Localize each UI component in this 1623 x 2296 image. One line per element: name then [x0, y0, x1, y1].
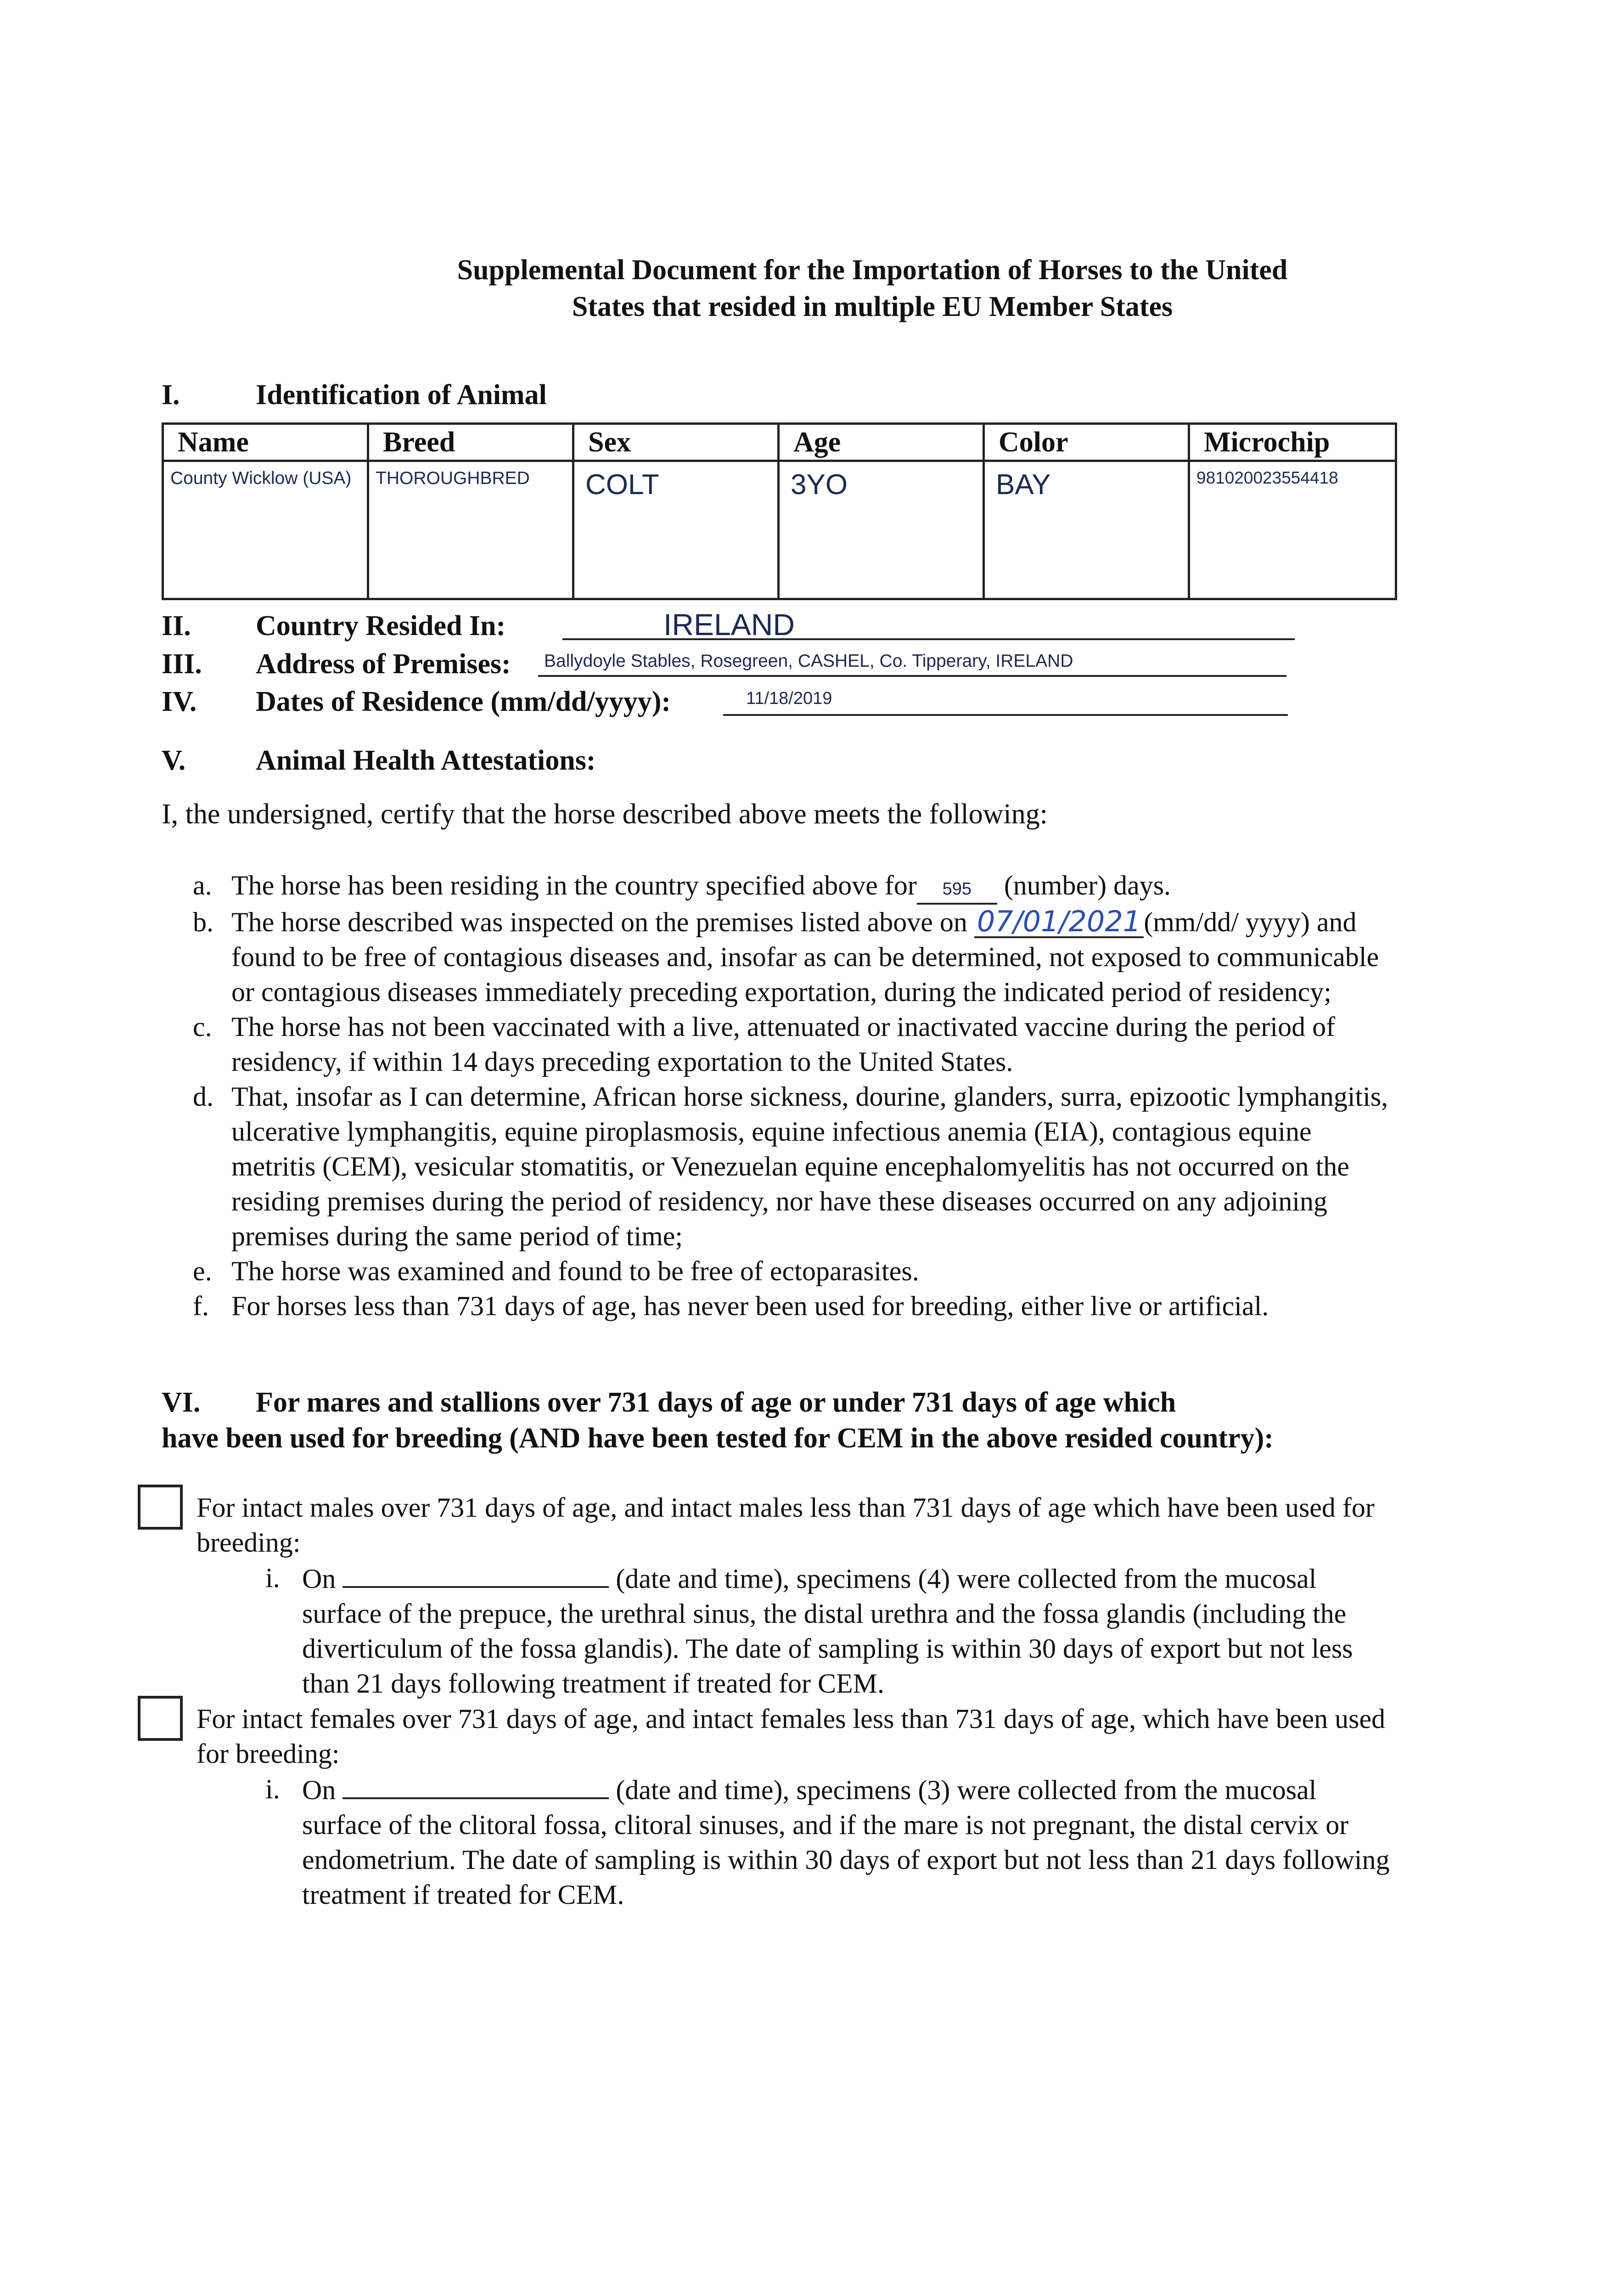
attestation-letter: f.: [193, 1291, 209, 1321]
attestation-e-text: The horse was examined and found to be free of ectoparasites.: [231, 1256, 919, 1286]
males-description: For intact males over 731 days of age, and intact males less than 731 days of age which have been used for breeding:: [197, 1492, 1375, 1558]
table-header-row: [163, 424, 1396, 461]
attestation-letter: d.: [193, 1081, 213, 1112]
attestation-d-text: That, insofar as I can determine, African horse sickness, dourine, glanders, surra, epizootic lymphangitis, ulcerative lymphangitis, equine piroplasmosis, equine infectious anemia (EIA), contagious equine metritis (CEM), vesicular stomatitis, or Venezuelan equine encephalomyelitis has not occurred on the residing premises during the period of residency, nor have these diseases occurred on any adjoining premises during the same period of time;: [231, 1081, 1388, 1251]
list-item: [193, 1079, 1396, 1254]
attestation-b-pre: The horse described was inspected on the premises listed above on: [231, 907, 967, 937]
header-breed: Breed: [368, 424, 573, 461]
females-date-time-field[interactable]: [343, 1772, 609, 1799]
section-label: Identification of Animal: [256, 379, 547, 411]
attestation-letter: a.: [193, 870, 212, 900]
males-sub-pre: On: [302, 1564, 336, 1594]
males-sub-post: (date and time), specimens (4) were collected from the mucosal surface of the prepuce, the urethral sinus, the distal urethra and the fossa glandis (including the diverticulum of the fossa glandis). The date of sampling is within 30 days of export but not less than 21 days following treatment if treated for CEM.: [302, 1564, 1353, 1699]
females-sub-pre: On: [302, 1775, 336, 1805]
country-value: IRELAND: [663, 608, 795, 642]
cell-age-value: 3YO: [791, 469, 848, 501]
section-number: I.: [162, 379, 180, 411]
section-label: Animal Health Attestations:: [256, 745, 596, 776]
attestation-letter: c.: [193, 1012, 212, 1042]
section-6-line-1: For mares and stallions over 731 days of age or under 731 days of age which: [256, 1387, 1176, 1418]
certification-intro: I, the undersigned, certify that the horse described above meets the following:: [162, 799, 1048, 830]
identification-table: [162, 422, 1397, 600]
attestation-b-post: (mm/dd/ yyyy) and found to be free of contagious diseases and, insofar as can be determined, not exposed to communicable or contagious diseases immediately preceding exportation, during the indicated period of residency;: [231, 907, 1379, 1007]
cell-breed[interactable]: [368, 461, 573, 599]
sub-item-number: i.: [265, 1563, 280, 1593]
title-line-2: States that resided in multiple EU Member States: [572, 291, 1173, 322]
cell-age[interactable]: [779, 461, 984, 599]
cell-name[interactable]: [163, 461, 368, 599]
section-number: IV.: [162, 686, 197, 717]
dates-value: 11/18/2019: [746, 689, 832, 708]
document-title: [275, 252, 1469, 325]
header-color: Color: [984, 424, 1189, 461]
males-date-time-field[interactable]: [343, 1560, 609, 1588]
days-field[interactable]: 595: [917, 875, 997, 905]
section-number: V.: [162, 745, 186, 776]
header-sex: Sex: [573, 424, 779, 461]
females-sub-item: [265, 1772, 1395, 1912]
title-line-1: Supplemental Document for the Importation of Horses to the United: [457, 254, 1288, 286]
section-label: Country Resided In:: [256, 610, 506, 642]
list-item: [193, 1254, 1396, 1289]
attestation-a-pre: The horse has been residing in the country specified above for: [231, 870, 917, 900]
cell-name-value: County Wicklow (USA): [170, 468, 352, 488]
section-6-heading: [162, 1384, 1401, 1456]
females-checkbox[interactable]: [138, 1696, 183, 1741]
cell-color-value: BAY: [996, 469, 1051, 501]
attestation-letter: b.: [193, 907, 213, 937]
list-item: [193, 905, 1396, 1009]
attestation-c-text: The horse has not been vaccinated with a live, attenuated or inactivated vaccine during the period of residency, if within 14 days preceding exportation to the United States.: [231, 1012, 1336, 1077]
cell-sex[interactable]: [573, 461, 779, 599]
attestation-a-post: (number) days.: [1004, 870, 1171, 900]
header-age: Age: [779, 424, 984, 461]
sub-item-number: i.: [265, 1774, 280, 1804]
section-number: VI.: [162, 1387, 201, 1418]
males-sub-item: [265, 1560, 1395, 1701]
list-item: [193, 868, 1396, 905]
section-label: Dates of Residence (mm/dd/yyyy):: [256, 686, 671, 717]
cell-microchip[interactable]: [1189, 461, 1396, 599]
cell-color[interactable]: [984, 461, 1189, 599]
list-item: [193, 1009, 1396, 1079]
cell-sex-value: COLT: [585, 469, 659, 501]
attestation-list: [193, 868, 1396, 1323]
cell-microchip-value: 981020023554418: [1196, 468, 1338, 487]
section-number: III.: [162, 648, 202, 680]
attestation-f-text: For horses less than 731 days of age, has never been used for breeding, either live or artificial.: [231, 1291, 1269, 1321]
males-checkbox[interactable]: [138, 1485, 183, 1530]
address-field-line[interactable]: [538, 675, 1286, 677]
table-row: [163, 461, 1396, 599]
females-description: For intact females over 731 days of age, and intact females less than 731 days of age, which have been used for breeding:: [197, 1704, 1386, 1769]
section-number: II.: [162, 610, 191, 642]
inspection-date-field[interactable]: 07/01/2021: [974, 907, 1144, 938]
attestation-letter: e.: [193, 1256, 212, 1286]
header-microchip: Microchip: [1189, 424, 1396, 461]
section-label: Address of Premises:: [256, 648, 511, 680]
list-item: [193, 1289, 1396, 1323]
section-6-line-2: have been used for breeding (AND have been tested for CEM in the above resided country):: [162, 1423, 1274, 1454]
address-value: Ballydoyle Stables, Rosegreen, CASHEL, Co. Tipperary, IRELAND: [544, 651, 1073, 671]
dates-field-line[interactable]: [723, 714, 1288, 716]
header-name: Name: [163, 424, 368, 461]
females-sub-post: (date and time), specimens (3) were collected from the mucosal surface of the clitoral fossa, clitoral sinuses, and if the mare is not pregnant, the distal cervix or endometrium. The date of sampling is within 30 days of export but not less than 21 days following treatment if treated for CEM.: [302, 1775, 1390, 1910]
cell-breed-value: THOROUGHBRED: [376, 468, 530, 488]
